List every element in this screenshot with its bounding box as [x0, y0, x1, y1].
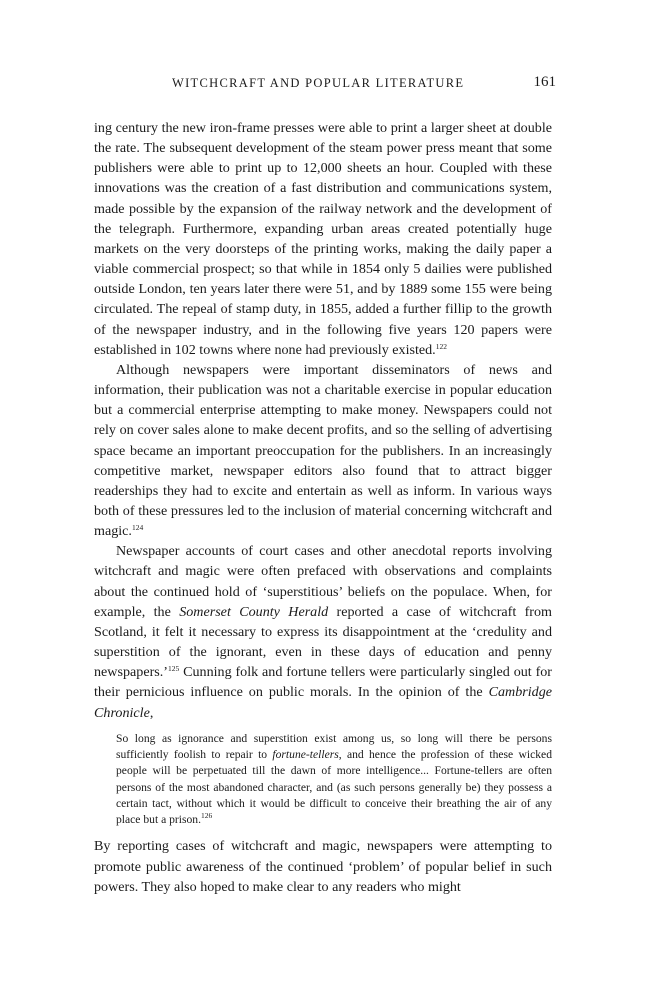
- page-body: [94, 118, 552, 897]
- newspaper-title: Somerset County Herald: [179, 603, 329, 620]
- paragraph-3: [94, 541, 552, 722]
- paragraph-3-text-c: Cunning folk and fortune tellers were particularly singled out for their pernicious influence on public morals. In the opinion of the: [94, 664, 552, 701]
- paragraph-3-text-d: ,: [149, 704, 154, 721]
- page-header: [94, 76, 556, 94]
- paragraph-4: [94, 836, 552, 896]
- paragraph-1-text: ing century the new iron-frame presses were able to print a larger sheet at double the rate. The subsequent development of the steam power press meant that some publishers were able to print up to 12,000 sheets an hour. Coupled with these innovations was the creation of a fast distribution and communications system, made possible by the expansion of the railway network and the development of the telegraph. Furthermore, expanding urban areas created potentially huge markets on the very doorsteps of the printing works, making the daily paper a viable commercial prospect; so that while in 1854 only 5 dailies were published outside London, ten years later there were 51, and by 1889 some 155 were being circulated. The repeal of stamp duty, in 1855, added a further fillip to the growth of the newspaper industry, and in the following five years 120 papers were established in 102 towns where none had previously existed.: [94, 120, 552, 358]
- newspaper-title: Cambridge Chronicle: [94, 684, 552, 721]
- block-quote: [116, 731, 552, 829]
- quote-text-a: So long as ignorance and superstition exist among us, so long will there be persons sufficiently foolish to repair to: [116, 731, 552, 761]
- paragraph-2-text: Although newspapers were important disseminators of news and information, their publication was not a charitable exercise in popular education but a commercial enterprise attempting to make money. Newspapers could not rely on cover sales alone to make decent profits, and so the selling of advertising space became an important preoccupation for the publishers. In an increasingly competitive market, newspaper editors also found that to attract bigger readerships they had to excite and entertain as well as inform. In various ways both of these pressures led to the inclusion of material concerning witchcraft and magic.: [94, 361, 552, 540]
- paragraph-4-text: By reporting cases of witchcraft and magic, newspapers were attempting to promote public awareness of the continued ‘problem’ of popular belief in such powers. They also hoped to make clear to any readers who might: [94, 838, 552, 895]
- quote-italic: fortune-tellers: [272, 747, 339, 761]
- footnote-ref: 122: [435, 341, 447, 351]
- footnote-ref: 126: [201, 811, 213, 821]
- footnote-ref: 124: [131, 523, 144, 533]
- paragraph-3-text-a: Newspaper accounts of court cases and other anecdotal reports involving witchcraft and magic were often prefaced with observations and complaints about the continued hold of ‘superstitious’ beliefs on the populace. When, for example, the: [94, 543, 552, 620]
- paragraph-3-text-b: reported a case of witchcraft from Scotland, it felt it necessary to express its disappointment at the ‘credulity and superstition of the ignorant, even in these days of education and penny newspapers.’: [94, 603, 553, 681]
- running-head: WITCHCRAFT AND POPULAR LITERATURE: [172, 76, 465, 90]
- footnote-ref: 125: [167, 664, 180, 674]
- page-number: 161: [533, 74, 556, 90]
- paragraph-1: [94, 118, 552, 360]
- quote-text-b: , and hence the profession of these wicked people will be perpetuated till the dawn of more intelligence... Fortune-tellers are often persons of the most abandoned character, and (as such persons generally be) they possess a certain tact, without which it would be difficult to conceive their breathing the air of any place but a prison.: [116, 747, 552, 827]
- paragraph-2: [94, 360, 552, 541]
